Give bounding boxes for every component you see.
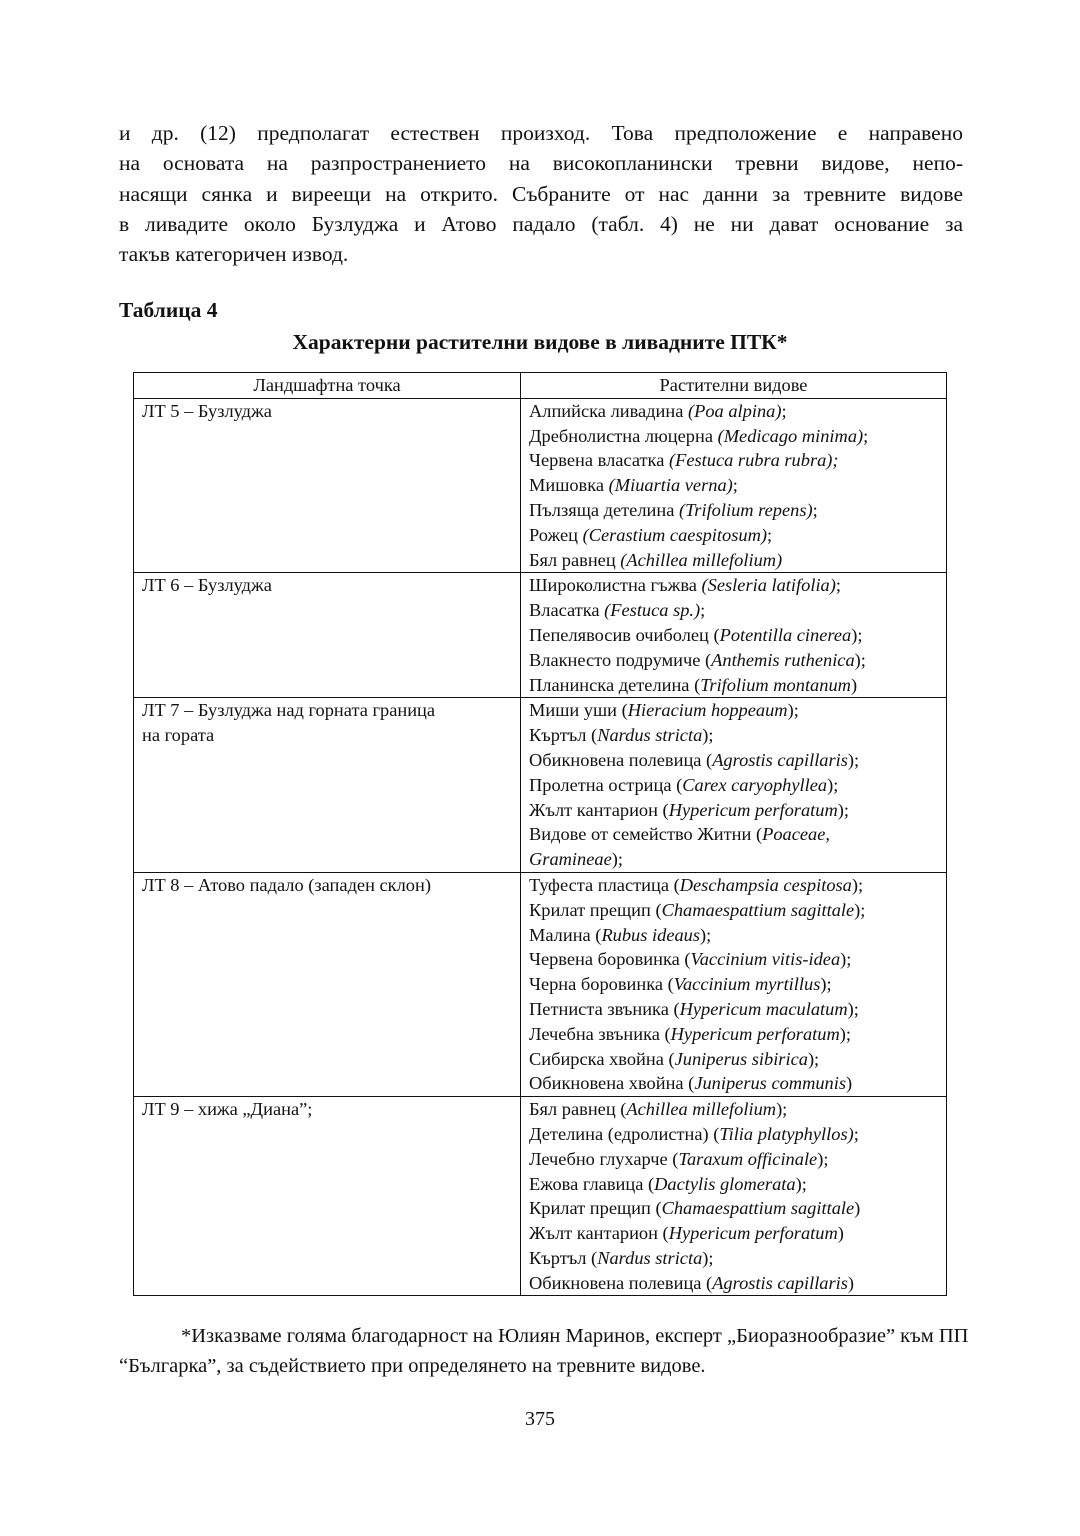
species-line [529, 698, 944, 723]
species-punctuation: ); [702, 1247, 714, 1268]
species-line [529, 1172, 944, 1197]
species-latin-name: Dactylis glomerata [654, 1173, 796, 1194]
species-common-name: Лечебно глухарче ( [529, 1148, 679, 1169]
species-punctuation: ); [837, 799, 849, 820]
species-cell [521, 872, 947, 1096]
species-latin-name: (Miuartia verna) [608, 475, 733, 496]
species-common-name: Влакнесто подрумиче ( [529, 649, 712, 670]
table-row [134, 872, 947, 1096]
species-line [529, 1122, 944, 1147]
landscape-point-cell [134, 573, 521, 698]
species-latin-name: Agrostis capillaris [712, 1272, 848, 1293]
species-latin-name: Hypericum perforatum [668, 799, 838, 820]
species-common-name: Широколистна гъжва [529, 575, 702, 596]
intro-paragraph [119, 118, 963, 269]
species-common-name: Алпийска ливадина [529, 400, 688, 421]
species-common-name: Детелина (едролистна) ( [529, 1123, 720, 1144]
species-punctuation: ); [807, 1048, 820, 1069]
species-punctuation: ); [840, 949, 852, 970]
species-line [529, 1047, 944, 1072]
landscape-point-cell [134, 872, 521, 1096]
species-punctuation: ; [812, 499, 818, 520]
species-line [529, 972, 944, 997]
species-latin-name: Vaccinium vitis-idea [690, 949, 841, 970]
species-common-name: Мишовка [529, 475, 609, 496]
species-common-name: Бял равнец ( [529, 1099, 627, 1120]
species-latin-name: Rubus ideaus [601, 924, 701, 945]
species-common-name: Обикновена полевица ( [529, 1272, 713, 1293]
species-punctuation: ; [835, 575, 841, 596]
landscape-point-cell [134, 698, 521, 873]
species-line [529, 523, 944, 548]
species-punctuation: ); [702, 725, 714, 746]
species-line [529, 997, 944, 1022]
species-latin-name: (Festuca sp.) [604, 600, 701, 621]
species-line [529, 1246, 944, 1271]
table-title: Характерни растителни видове в ливадните ПТК* [292, 330, 788, 354]
species-latin-name: Nardus stricta [597, 725, 703, 746]
species-latin-name: Tilia platyphyllos) [719, 1123, 854, 1144]
species-common-name: Къртъл ( [529, 1247, 598, 1268]
species-line [529, 1022, 944, 1047]
species-punctuation: ; [700, 600, 706, 621]
species-punctuation: ); [854, 899, 866, 920]
species-punctuation: ); [787, 700, 799, 721]
species-punctuation: ); [847, 998, 859, 1019]
species-line [529, 399, 944, 424]
species-punctuation: ; [863, 425, 869, 446]
species-latin-name: (Medicago minima) [717, 425, 864, 446]
species-common-name: Черна боровинка ( [529, 974, 674, 995]
species-latin-name: (Cerastium caespitosum) [582, 524, 767, 545]
species-line [529, 798, 944, 823]
species-punctuation: ); [851, 624, 863, 645]
table-row [134, 398, 947, 573]
species-punctuation: ); [611, 849, 623, 870]
species-line [529, 424, 944, 449]
species-punctuation: ) [854, 1198, 861, 1219]
table-label: Таблица 4 [119, 298, 218, 322]
species-line [529, 1071, 944, 1096]
landscape-point-cell [134, 1097, 521, 1296]
species-cell [521, 573, 947, 698]
species-latin-name: (Festuca rubra rubra); [668, 450, 839, 471]
species-latin-name: Agrostis capillaris [712, 749, 848, 770]
species-punctuation: ); [854, 649, 866, 670]
species-punctuation: ); [795, 1173, 807, 1194]
species-punctuation: ); [820, 974, 832, 995]
species-line [529, 573, 944, 598]
species-punctuation: ; [766, 524, 773, 545]
species-common-name: Къртъл ( [529, 725, 598, 746]
species-common-name: Сибирска хвойна ( [529, 1048, 675, 1069]
species-common-name: Крилат прещип ( [529, 1198, 662, 1219]
species-common-name: Червена боровинка ( [529, 949, 691, 970]
species-latin-name: Trifolium montanum [700, 674, 851, 695]
species-latin-name: Juniperus communis [694, 1073, 847, 1094]
intro-line: такъв категоричен извод. [119, 242, 349, 267]
species-cell [521, 698, 947, 873]
species-latin-name: Juniperus sibirica [674, 1048, 808, 1069]
species-latin-name: Taraxum officinale [678, 1148, 818, 1169]
species-table [133, 372, 947, 1296]
species-punctuation: ); [827, 774, 839, 795]
species-line [529, 1147, 944, 1172]
species-punctuation: ); [847, 749, 860, 770]
species-line [529, 498, 944, 523]
species-latin-name: (Achillea millefolium) [620, 549, 783, 570]
header-plant-species: Растителни видове [521, 373, 947, 399]
species-latin-name: Potentilla cinerea [719, 624, 852, 645]
species-line [529, 923, 944, 948]
species-latin-name: Achillea millefolium [626, 1099, 777, 1120]
species-latin-name: Hypericum perforatum [668, 1223, 838, 1244]
species-latin-name: Deschampsia cespitosa [679, 874, 852, 895]
intro-line: насящи сянка и виреещи на открито. Събраните от нас данни за тревните видове [119, 181, 963, 206]
species-line [529, 873, 944, 898]
species-line [529, 473, 944, 498]
table-row [134, 698, 947, 873]
species-common-name: Жълт кантарион ( [529, 799, 669, 820]
species-punctuation: ) [850, 674, 858, 695]
species-line [529, 598, 944, 623]
species-punctuation: ) [847, 1272, 855, 1293]
species-punctuation: ); [839, 1023, 851, 1044]
species-line [529, 1097, 944, 1122]
species-punctuation: ); [817, 1148, 829, 1169]
species-latin-name: Hypericum maculatum [679, 998, 848, 1019]
species-cell [521, 398, 947, 573]
species-common-name: Пълзяща детелина [529, 499, 679, 520]
species-latin-name: Poaceae, [762, 824, 830, 845]
species-common-name: Малина ( [529, 924, 602, 945]
species-line [529, 947, 944, 972]
species-line [529, 548, 944, 573]
species-common-name: Дребнолистна люцерна [529, 425, 718, 446]
species-punctuation: ); [776, 1099, 788, 1120]
landscape-point-line: ЛТ 5 – Бузлуджа [142, 400, 272, 421]
species-line [529, 847, 944, 872]
species-line [529, 723, 944, 748]
species-common-name: Бял равнец [529, 549, 621, 570]
species-latin-name: Hieracium hoppeaum [627, 700, 788, 721]
species-common-name: Видове от семейство Житни ( [529, 824, 763, 845]
landscape-point-line: ЛТ 9 – хижа „Диана”; [142, 1099, 313, 1120]
species-common-name: Миши уши ( [529, 700, 628, 721]
species-common-name: Обикновена полевица ( [529, 749, 713, 770]
species-punctuation: ) [846, 1073, 853, 1094]
table-header-row [134, 373, 947, 399]
landscape-point-line: ЛТ 8 – Атово падало (западен склон) [142, 874, 431, 895]
species-line [529, 822, 944, 847]
species-common-name: Лечебна звъника ( [529, 1023, 671, 1044]
species-common-name: Планинска детелина ( [529, 674, 701, 695]
table-row [134, 573, 947, 698]
species-latin-name: Chamaespattium sagittale [661, 899, 855, 920]
intro-line: и др. (12) предполагат естествен произход. Това предположение е направено [119, 121, 963, 145]
species-punctuation: ; [732, 475, 738, 496]
intro-line: на основата на разпространението на високопланински тревни видове, непо- [119, 151, 963, 176]
species-latin-name: (Trifolium repens) [678, 499, 813, 520]
species-line [529, 673, 944, 698]
header-landscape-point: Ландшафтна точка [134, 373, 521, 399]
species-cell [521, 1097, 947, 1296]
species-latin-name: Carex caryophyllea [682, 774, 828, 795]
species-common-name: Ежова главица ( [529, 1173, 655, 1194]
species-line [529, 898, 944, 923]
species-punctuation: ; [781, 400, 787, 421]
species-line [529, 648, 944, 673]
species-common-name: Петниста звъника ( [529, 998, 680, 1019]
species-latin-name: (Poa alpina) [688, 400, 782, 421]
species-latin-name: Hypericum perforatum [670, 1023, 840, 1044]
species-line [529, 748, 944, 773]
species-line [529, 448, 944, 473]
intro-line: в ливадите около Бузлуджа и Атово падало (табл. 4) не ни дават основание за [119, 211, 963, 236]
species-line [529, 773, 944, 798]
species-common-name: Крилат прещип ( [529, 899, 662, 920]
species-common-name: Рожец [529, 524, 583, 545]
species-line [529, 623, 944, 648]
landscape-point-cell [134, 398, 521, 573]
species-line [529, 1271, 944, 1296]
species-punctuation: ); [851, 874, 864, 895]
species-latin-name: Gramineae [529, 849, 612, 870]
species-common-name: Пепелявосив очиболец ( [529, 624, 720, 645]
species-common-name: Туфеста пластица ( [529, 874, 680, 895]
species-latin-name: Anthemis ruthenica [711, 649, 855, 670]
page-number: 375 [525, 1408, 555, 1430]
species-common-name: Жълт кантарион ( [529, 1223, 669, 1244]
landscape-point-line: ЛТ 6 – Бузлуджа [142, 575, 272, 596]
species-punctuation: ; [853, 1123, 859, 1144]
landscape-point-line: ЛТ 7 – Бузлуджа над горната граница [142, 700, 436, 721]
species-latin-name: Nardus stricta [597, 1247, 703, 1268]
table-body [134, 398, 947, 1296]
species-punctuation: ); [700, 924, 712, 945]
species-line [529, 1196, 944, 1221]
landscape-point-line: на гората [142, 725, 215, 746]
species-common-name: Власатка [529, 600, 605, 621]
species-latin-name: Chamaespattium sagittale [661, 1198, 855, 1219]
species-common-name: Червена власатка [529, 450, 669, 471]
species-punctuation: ) [837, 1223, 844, 1244]
species-latin-name: Vaccinium myrtillus [673, 974, 821, 995]
species-common-name: Обикновена хвойна ( [529, 1073, 695, 1094]
species-latin-name: (Sesleria latifolia) [701, 575, 836, 596]
table-row [134, 1097, 947, 1296]
footnote: *Изказваме голяма благодарност на Юлиян Маринов, експерт „Биоразнообразие” към ПП “Българка”, за съдействието при определянето на тревните видове. [119, 1325, 969, 1377]
species-line [529, 1221, 944, 1246]
species-common-name: Пролетна острица ( [529, 774, 683, 795]
